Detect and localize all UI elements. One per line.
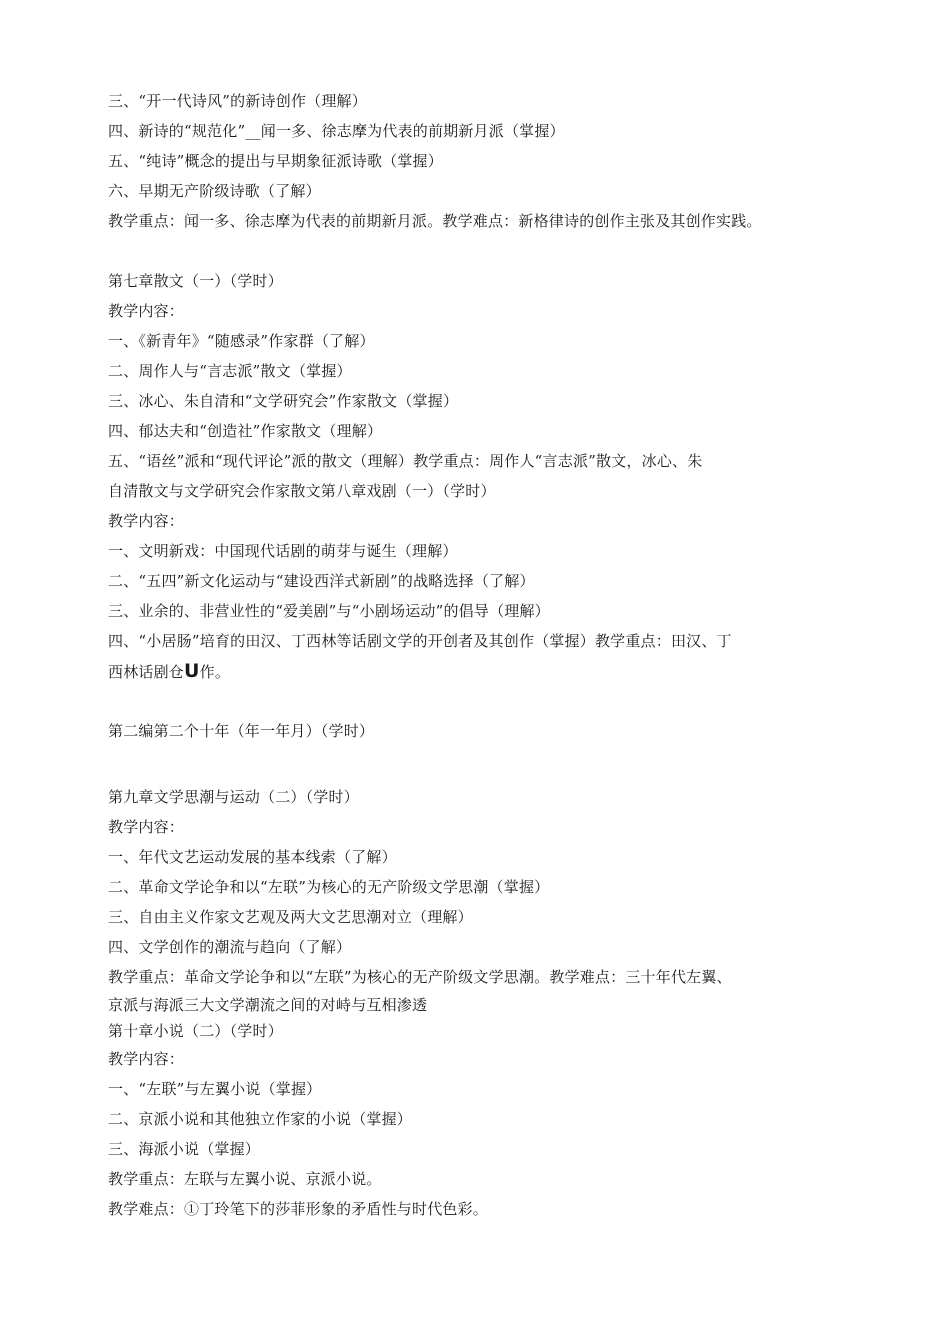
text-line: 教学难点：①丁玲笔下的莎菲形象的矛盾性与时代色彩。 xyxy=(108,1200,489,1218)
text-line: 京派与海派三大文学潮流之间的对峙与互相渗透 xyxy=(108,996,428,1014)
text-line: 教学内容： xyxy=(108,818,185,836)
text-fragment: 西林话剧仓 xyxy=(108,663,185,681)
text-line: 四、郁达夫和“创造社”作家散文（理解） xyxy=(108,422,383,440)
text-line: 二、革命文学论争和以“左联”为核心的无产阶级文学思潮（掌握） xyxy=(108,878,550,896)
document-page xyxy=(108,86,843,1224)
text-line xyxy=(108,656,843,686)
text-line: 四、文学创作的潮流与趋向（了解） xyxy=(108,938,352,956)
text-line: 二、京派小说和其他独立作家的小说（掌握） xyxy=(108,1110,413,1128)
spacer xyxy=(108,686,843,716)
text-line: 二、“五四”新文化运动与“建设西洋式新剧”的战略选择（了解） xyxy=(108,572,535,590)
text-line: 三、自由主义作家文艺观及两大文艺思潮对立（理解） xyxy=(108,908,473,926)
text-line: 三、海派小说（掌握） xyxy=(108,1140,261,1158)
chapter-10-section xyxy=(108,1018,843,1224)
text-fragment: U xyxy=(184,660,200,682)
text-line: 四、“小居肠”培育的田汉、丁西林等话剧文学的开创者及其创作（掌握）教学重点：田汉、丁 xyxy=(108,632,732,650)
text-line: 一、《新青年》“随感录”作家群（了解） xyxy=(108,332,375,350)
text-line: 一、“左联”与左翼小说（掌握） xyxy=(108,1080,322,1098)
poetry-section xyxy=(108,86,843,236)
text-line: 五、“纯诗”概念的提出与早期象征派诗歌（掌握） xyxy=(108,152,443,170)
chapter-9-section xyxy=(108,782,843,1018)
text-line: 一、文明新戏：中国现代话剧的萌芽与诞生（理解） xyxy=(108,542,458,560)
chapter-heading: 第七章散文（一）（学时） xyxy=(108,272,283,290)
text-line: 一、年代文艺运动发展的基本线索（了解） xyxy=(108,848,397,866)
chapter-heading: 第九章文学思潮与运动（二）（学时） xyxy=(108,788,359,806)
text-line: 三、“开一代诗风”的新诗创作（理解） xyxy=(108,92,367,110)
spacer xyxy=(108,236,843,266)
text-line: 三、业余的、非营业性的“爱美剧”与“小剧场运动”的倡导（理解） xyxy=(108,602,550,620)
text-line: 教学重点：闻一多、徐志摩为代表的前期新月派。教学难点：新格律诗的创作主张及其创作实践。 xyxy=(108,212,762,230)
spacer xyxy=(108,746,843,776)
text-line: 教学内容： xyxy=(108,1050,185,1068)
chapter-heading: 第十章小说（二）（学时） xyxy=(108,1022,283,1040)
text-line: 自清散文与文学研究会作家散文第八章戏剧（一）（学时） xyxy=(108,482,496,500)
text-line: 教学内容： xyxy=(108,302,185,320)
text-line: 四、新诗的“规范化”__闻一多、徐志摩为代表的前期新月派（掌握） xyxy=(108,122,565,140)
text-line: 三、冰心、朱自清和“文学研究会”作家散文（掌握） xyxy=(108,392,459,410)
text-line: 六、早期无产阶级诗歌（了解） xyxy=(108,182,321,200)
chapter-7-8-section xyxy=(108,266,843,686)
text-line: 教学重点：左联与左翼小说、京派小说。 xyxy=(108,1170,382,1188)
text-line: 教学重点：革命文学论争和以“左联”为核心的无产阶级文学思潮。教学难点：三十年代左翼、 xyxy=(108,968,732,986)
text-fragment: 作。 xyxy=(199,663,231,681)
section-heading: 第二编第二个十年（年一年月）（学时） xyxy=(108,722,375,740)
text-line: 五、“语丝”派和“现代评论”派的散文（理解）教学重点：周作人“言志派”散文，冰心、朱 xyxy=(108,452,703,470)
text-line: 二、周作人与“言志派”散文（掌握） xyxy=(108,362,352,380)
text-line: 教学内容： xyxy=(108,512,185,530)
